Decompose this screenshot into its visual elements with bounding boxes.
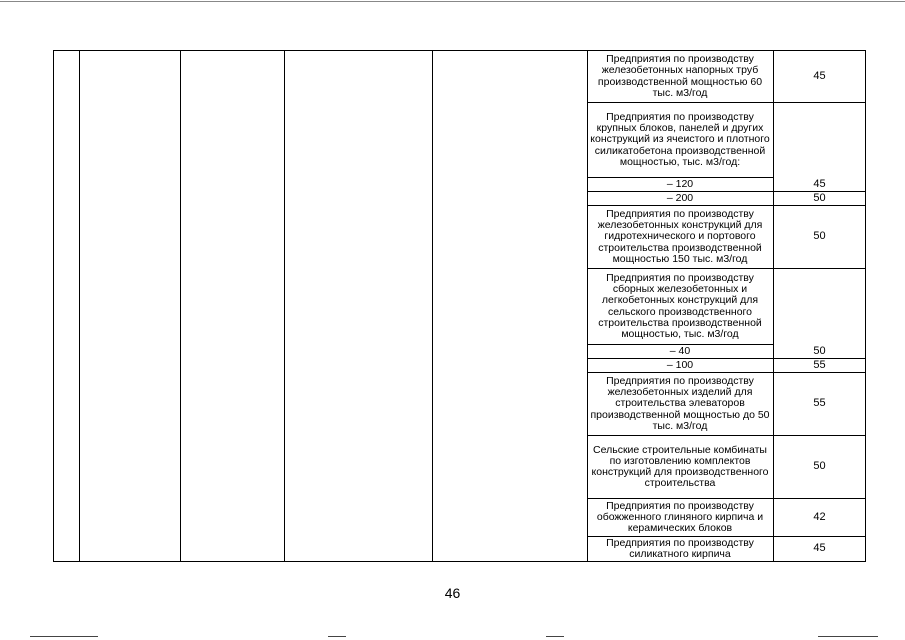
table-row-value: 55 xyxy=(813,358,826,371)
column-line xyxy=(79,50,80,562)
scan-mark-bottom-far-right xyxy=(818,636,878,637)
page-number: 46 xyxy=(444,585,461,601)
table-row-value: 42 xyxy=(813,510,826,523)
table-row-description: Предприятия по производству железобетонных напорных труб производственной мощностью 60 тыс. м3/год xyxy=(597,53,763,99)
scan-mark-bottom-mid xyxy=(328,636,346,637)
scan-mark-bottom-right xyxy=(546,636,564,637)
table-row-description: – 100 xyxy=(666,358,694,371)
scan-edge-top xyxy=(0,1,905,2)
column-line xyxy=(284,50,285,562)
table-row-value: 50 xyxy=(813,344,826,357)
table-row-description: Предприятия по производству силикатного кирпича xyxy=(606,536,754,560)
table-row-value: 50 xyxy=(813,191,826,204)
table-row-description: Предприятия по производству железобетонных изделий для строительства элеваторов производственной мощностью до 50 тыс. м3/год xyxy=(590,374,770,432)
data-table xyxy=(53,50,866,562)
scan-mark-bottom-left xyxy=(30,636,98,637)
table-row-value: 50 xyxy=(813,230,826,243)
table-row-value xyxy=(773,269,866,344)
table-row-description: – 40 xyxy=(669,344,691,357)
table-row-description: – 200 xyxy=(666,191,694,204)
table-row-value: 45 xyxy=(813,542,826,555)
table-row-description: Предприятия по производству сборных железобетонных и легкобетонных конструкций для сельского производственного строительства производственной мощностью, тыс. м3/год xyxy=(598,271,762,340)
table-row-description: Сельские строительные комбинаты по изготовлению комплектов конструкций для производственного строительства xyxy=(591,443,769,490)
column-line xyxy=(180,50,181,562)
table-row-value: 50 xyxy=(813,460,826,473)
table-row-description: Предприятия по производству железобетонных конструкций для гидротехнического и портового строительства производственной мощностью 150 тыс. м3/год xyxy=(597,207,763,265)
column-line xyxy=(432,50,433,562)
table-row-description: Предприятия по производству крупных блоков, панелей и других конструкций из ячеистого и плотного силикатобетона производственной мощностью, тыс. м3/год: xyxy=(590,110,770,168)
table-row-value: 55 xyxy=(813,397,826,410)
table-row-description: Предприятия по производству обожженного глиняного кирпича и керамических блоков xyxy=(596,499,764,535)
table-row-value: 45 xyxy=(813,69,826,82)
column-line xyxy=(53,50,54,562)
table-row-description: – 120 xyxy=(666,177,694,190)
table-row-value xyxy=(773,103,866,177)
table-row-value: 45 xyxy=(813,177,826,190)
table-bottom-border xyxy=(53,561,866,562)
